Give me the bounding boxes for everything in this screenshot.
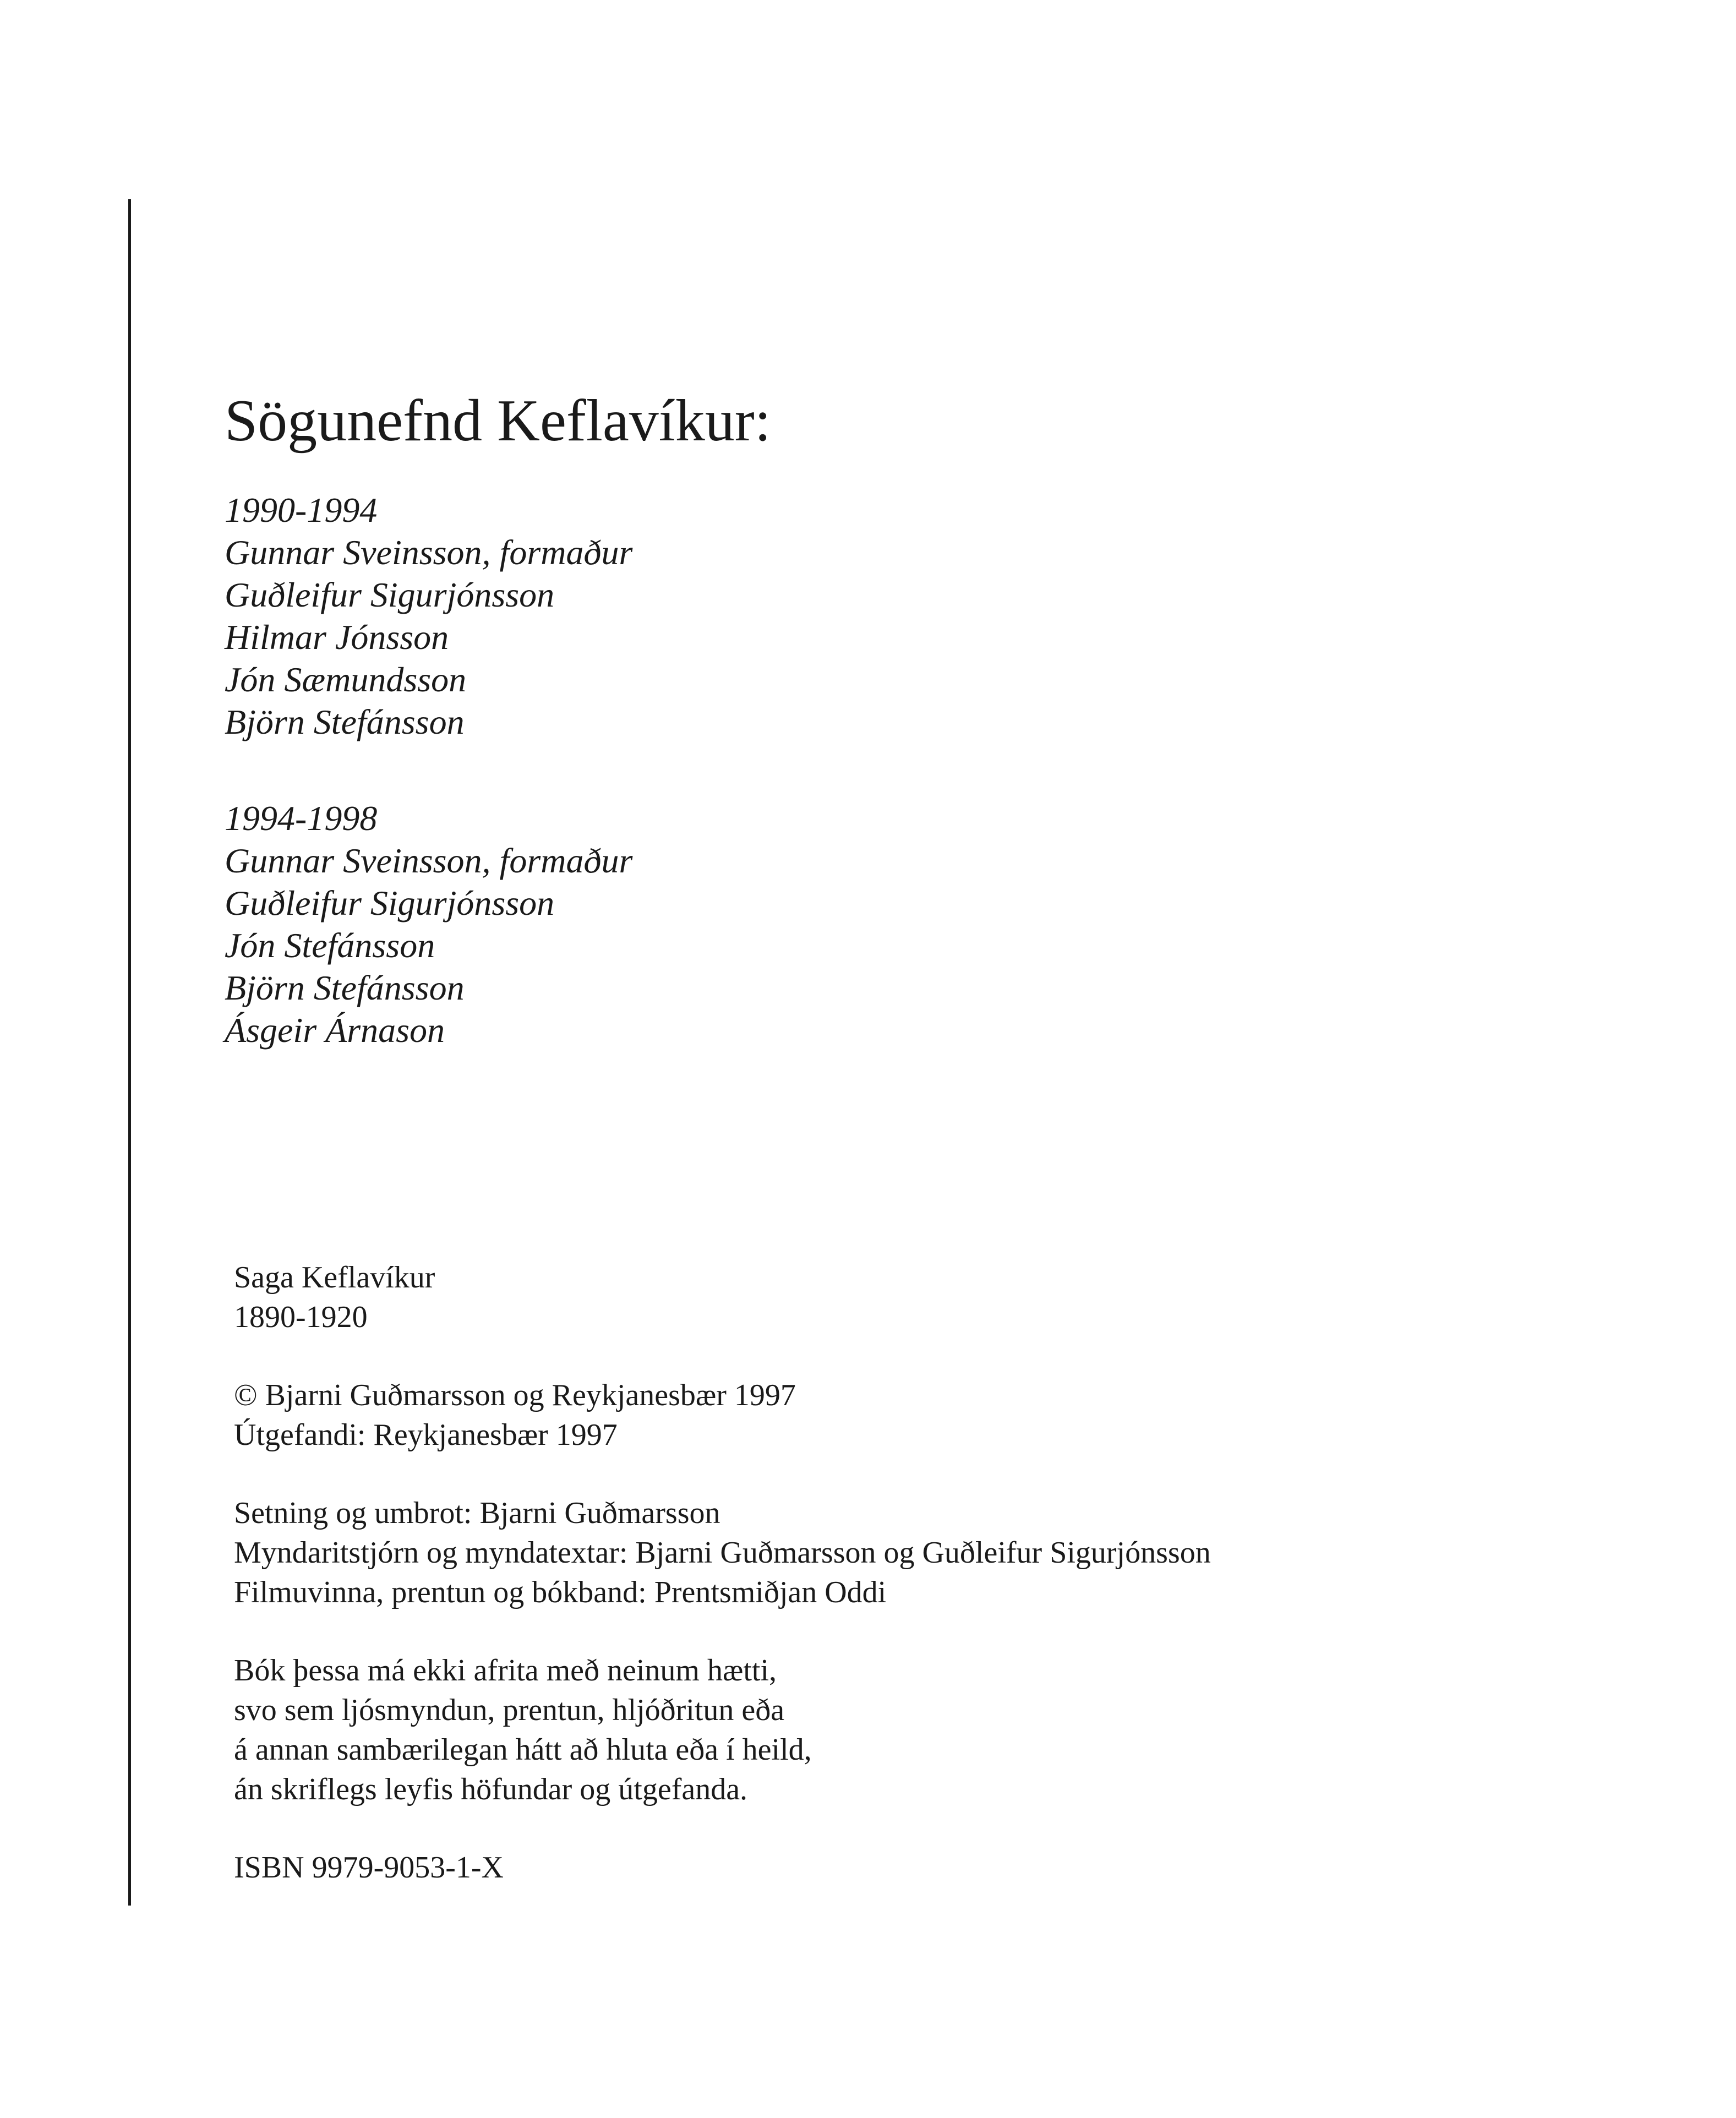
publisher-line: Útgefandi: Reykjanesbær 1997 [234, 1418, 618, 1452]
colophon-section [234, 1258, 1665, 1926]
committee-member: Gunnar Sveinsson, formaður [225, 532, 633, 572]
copyright-block [234, 1375, 1665, 1455]
committee-member: Björn Stefánsson [225, 702, 465, 741]
isbn: ISBN 9979-9053-1-X [234, 1850, 504, 1885]
copyright-line: © Bjarni Guðmarsson og Reykjanesbær 1997 [234, 1378, 796, 1412]
book-title-block [234, 1258, 1665, 1337]
committee-title: Sögunefnd Keflavíkur: [225, 388, 771, 454]
typesetting-credit: Setning og umbrot: Bjarni Guðmarsson [234, 1496, 720, 1530]
book-title: Saga Keflavíkur [234, 1260, 435, 1295]
committee-member: Gunnar Sveinsson, formaður [225, 840, 633, 880]
rights-notice-line: á annan sambærilegan hátt að hluta eða í heild, [234, 1733, 812, 1767]
committee-member: Guðleifur Sigurjónsson [225, 883, 555, 922]
committee-member: Jón Stefánsson [225, 925, 435, 965]
term-1994-1998 [225, 797, 1546, 1051]
committee-member: Jón Sæmundsson [225, 659, 467, 699]
committee-member: Björn Stefánsson [225, 968, 465, 1007]
production-credits-block [234, 1493, 1665, 1612]
rights-notice-line: Bók þessa má ekki afrita með neinum hætti, [234, 1653, 777, 1688]
term-period: 1994-1998 [225, 798, 378, 838]
committee-member: Hilmar Jónsson [225, 617, 449, 657]
committee-member: Ásgeir Árnason [225, 1010, 445, 1050]
isbn-block [234, 1848, 1665, 1887]
rights-notice-line: svo sem ljósmyndun, prentun, hljóðritun eða [234, 1693, 785, 1727]
committee-member: Guðleifur Sigurjónsson [225, 575, 555, 614]
term-1990-1994 [225, 489, 1546, 743]
rights-notice-block [234, 1651, 1665, 1809]
rights-notice-line: án skriflegs leyfis höfundar og útgefanda. [234, 1772, 748, 1806]
committee-section [225, 385, 1546, 1105]
book-years: 1890-1920 [234, 1300, 368, 1334]
margin-rule [128, 199, 131, 1906]
printing-credit: Filmuvinna, prentun og bókband: Prentsmiðjan Oddi [234, 1575, 887, 1609]
term-period: 1990-1994 [225, 490, 378, 530]
picture-editing-credit: Myndaritstjórn og myndatextar: Bjarni Guðmarsson og Guðleifur Sigurjónsson [234, 1536, 1211, 1570]
